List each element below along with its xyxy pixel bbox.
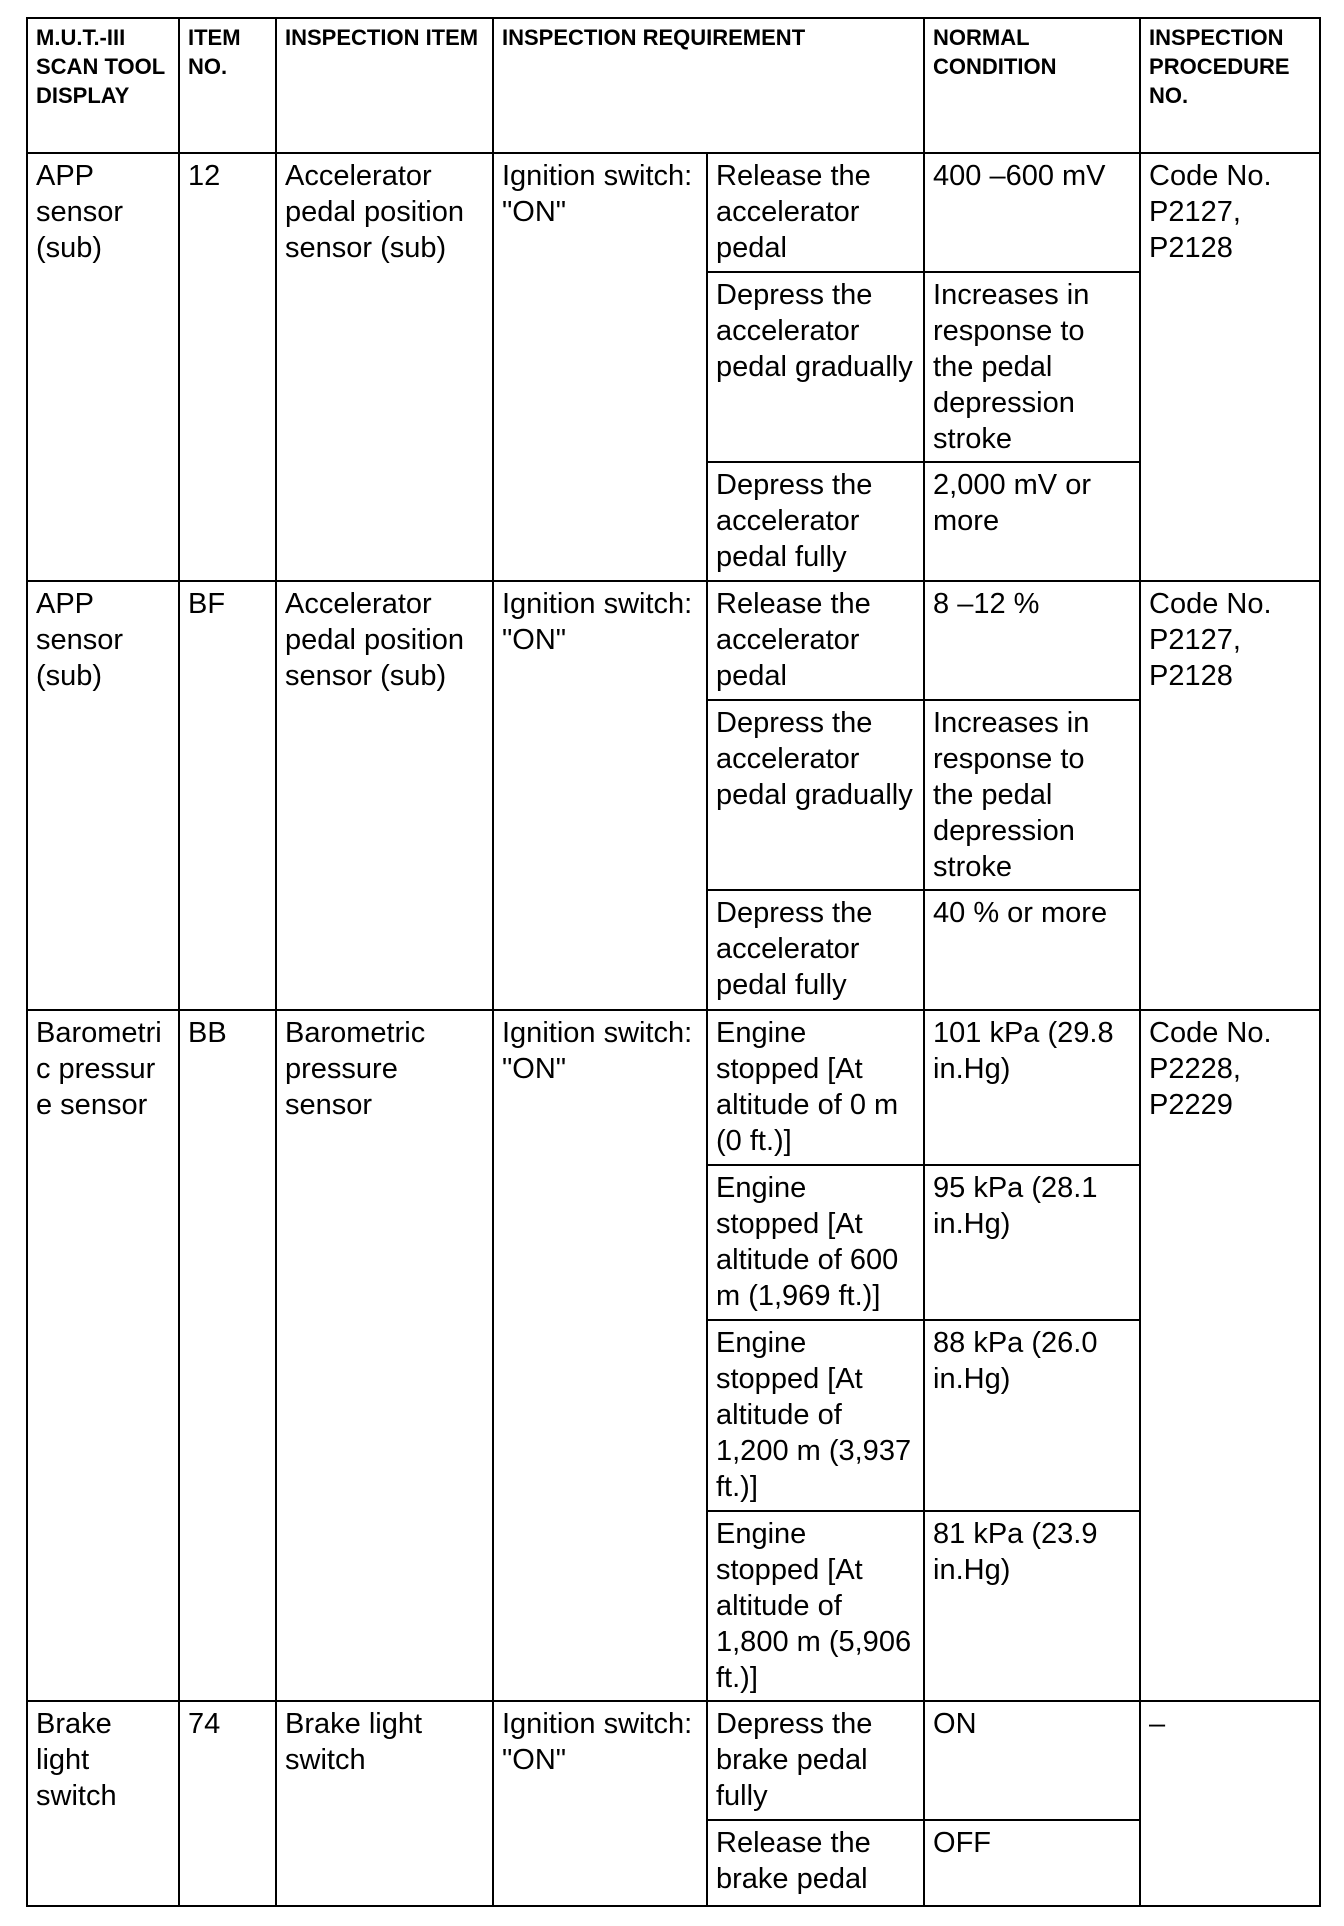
cell-condition: Depress the accelerator pedal fully [707,462,924,581]
inspection-table [26,17,1321,1907]
cell-condition: Engine stopped [At altitude of 600 m (1,969 ft.)] [707,1165,924,1320]
cell-condition: Release the accelerator pedal [707,581,924,700]
table-row [27,1701,1320,1820]
cell-normal: 2,000 mV or more [924,462,1140,581]
cell-procedure: Code No. P2228, P2229 [1140,1010,1320,1701]
cell-item-no: 74 [179,1701,276,1906]
cell-procedure: Code No. P2127, P2128 [1140,153,1320,581]
cell-condition: Engine stopped [At altitude of 0 m (0 ft.)] [707,1010,924,1165]
cell-normal: 400 –600 mV [924,153,1140,272]
cell-condition: Depress the accelerator pedal gradually [707,272,924,462]
cell-item-no: 12 [179,153,276,581]
cell-normal: 8 –12 % [924,581,1140,700]
cell-normal: Increases in response to the pedal depression stroke [924,700,1140,890]
cell-procedure: – [1140,1701,1320,1906]
cell-requirement: Ignition switch: "ON" [493,581,707,1010]
cell-normal: 40 % or more [924,890,1140,1010]
cell-display: Brake light switch [27,1701,179,1906]
cell-condition: Depress the accelerator pedal gradually [707,700,924,890]
cell-normal: 101 kPa (29.8 in.Hg) [924,1010,1140,1165]
header-display: M.U.T.-III SCAN TOOL DISPLAY [27,18,179,153]
cell-inspection-item: Barometric pressure sensor [276,1010,493,1701]
cell-normal: OFF [924,1820,1140,1906]
table-row [27,581,1320,700]
cell-inspection-item: Accelerator pedal position sensor (sub) [276,153,493,581]
cell-condition: Engine stopped [At altitude of 1,200 m (3,937 ft.)] [707,1320,924,1511]
cell-normal: 88 kPa (26.0 in.Hg) [924,1320,1140,1511]
cell-display: APP sensor (sub) [27,153,179,581]
cell-requirement: Ignition switch: "ON" [493,153,707,581]
header-requirement: INSPECTION REQUIREMENT [493,18,924,153]
table-body [27,18,1320,1906]
cell-normal: 81 kPa (23.9 in.Hg) [924,1511,1140,1701]
header-normal-condition: NORMAL CONDITION [924,18,1140,153]
cell-condition: Release the brake pedal [707,1820,924,1906]
cell-requirement: Ignition switch: "ON" [493,1010,707,1701]
cell-condition: Engine stopped [At altitude of 1,800 m (5,906 ft.)] [707,1511,924,1701]
cell-normal: ON [924,1701,1140,1820]
cell-requirement: Ignition switch: "ON" [493,1701,707,1906]
cell-condition: Depress the accelerator pedal fully [707,890,924,1010]
cell-display: Barometric pressure sensor [27,1010,179,1701]
cell-condition: Release the accelerator pedal [707,153,924,272]
header-inspection-item: INSPECTION ITEM [276,18,493,153]
cell-procedure: Code No. P2127, P2128 [1140,581,1320,1010]
cell-normal: Increases in response to the pedal depression stroke [924,272,1140,462]
cell-condition: Depress the brake pedal fully [707,1701,924,1820]
cell-normal: 95 kPa (28.1 in.Hg) [924,1165,1140,1320]
cell-item-no: BF [179,581,276,1010]
cell-inspection-item: Brake light switch [276,1701,493,1906]
header-row [27,18,1320,153]
cell-inspection-item: Accelerator pedal position sensor (sub) [276,581,493,1010]
header-item-no: ITEM NO. [179,18,276,153]
cell-display: APP sensor (sub) [27,581,179,1010]
table-row [27,1010,1320,1165]
table-row [27,153,1320,272]
cell-item-no: BB [179,1010,276,1701]
header-procedure-no: INSPECTION PROCEDURE NO. [1140,18,1320,153]
